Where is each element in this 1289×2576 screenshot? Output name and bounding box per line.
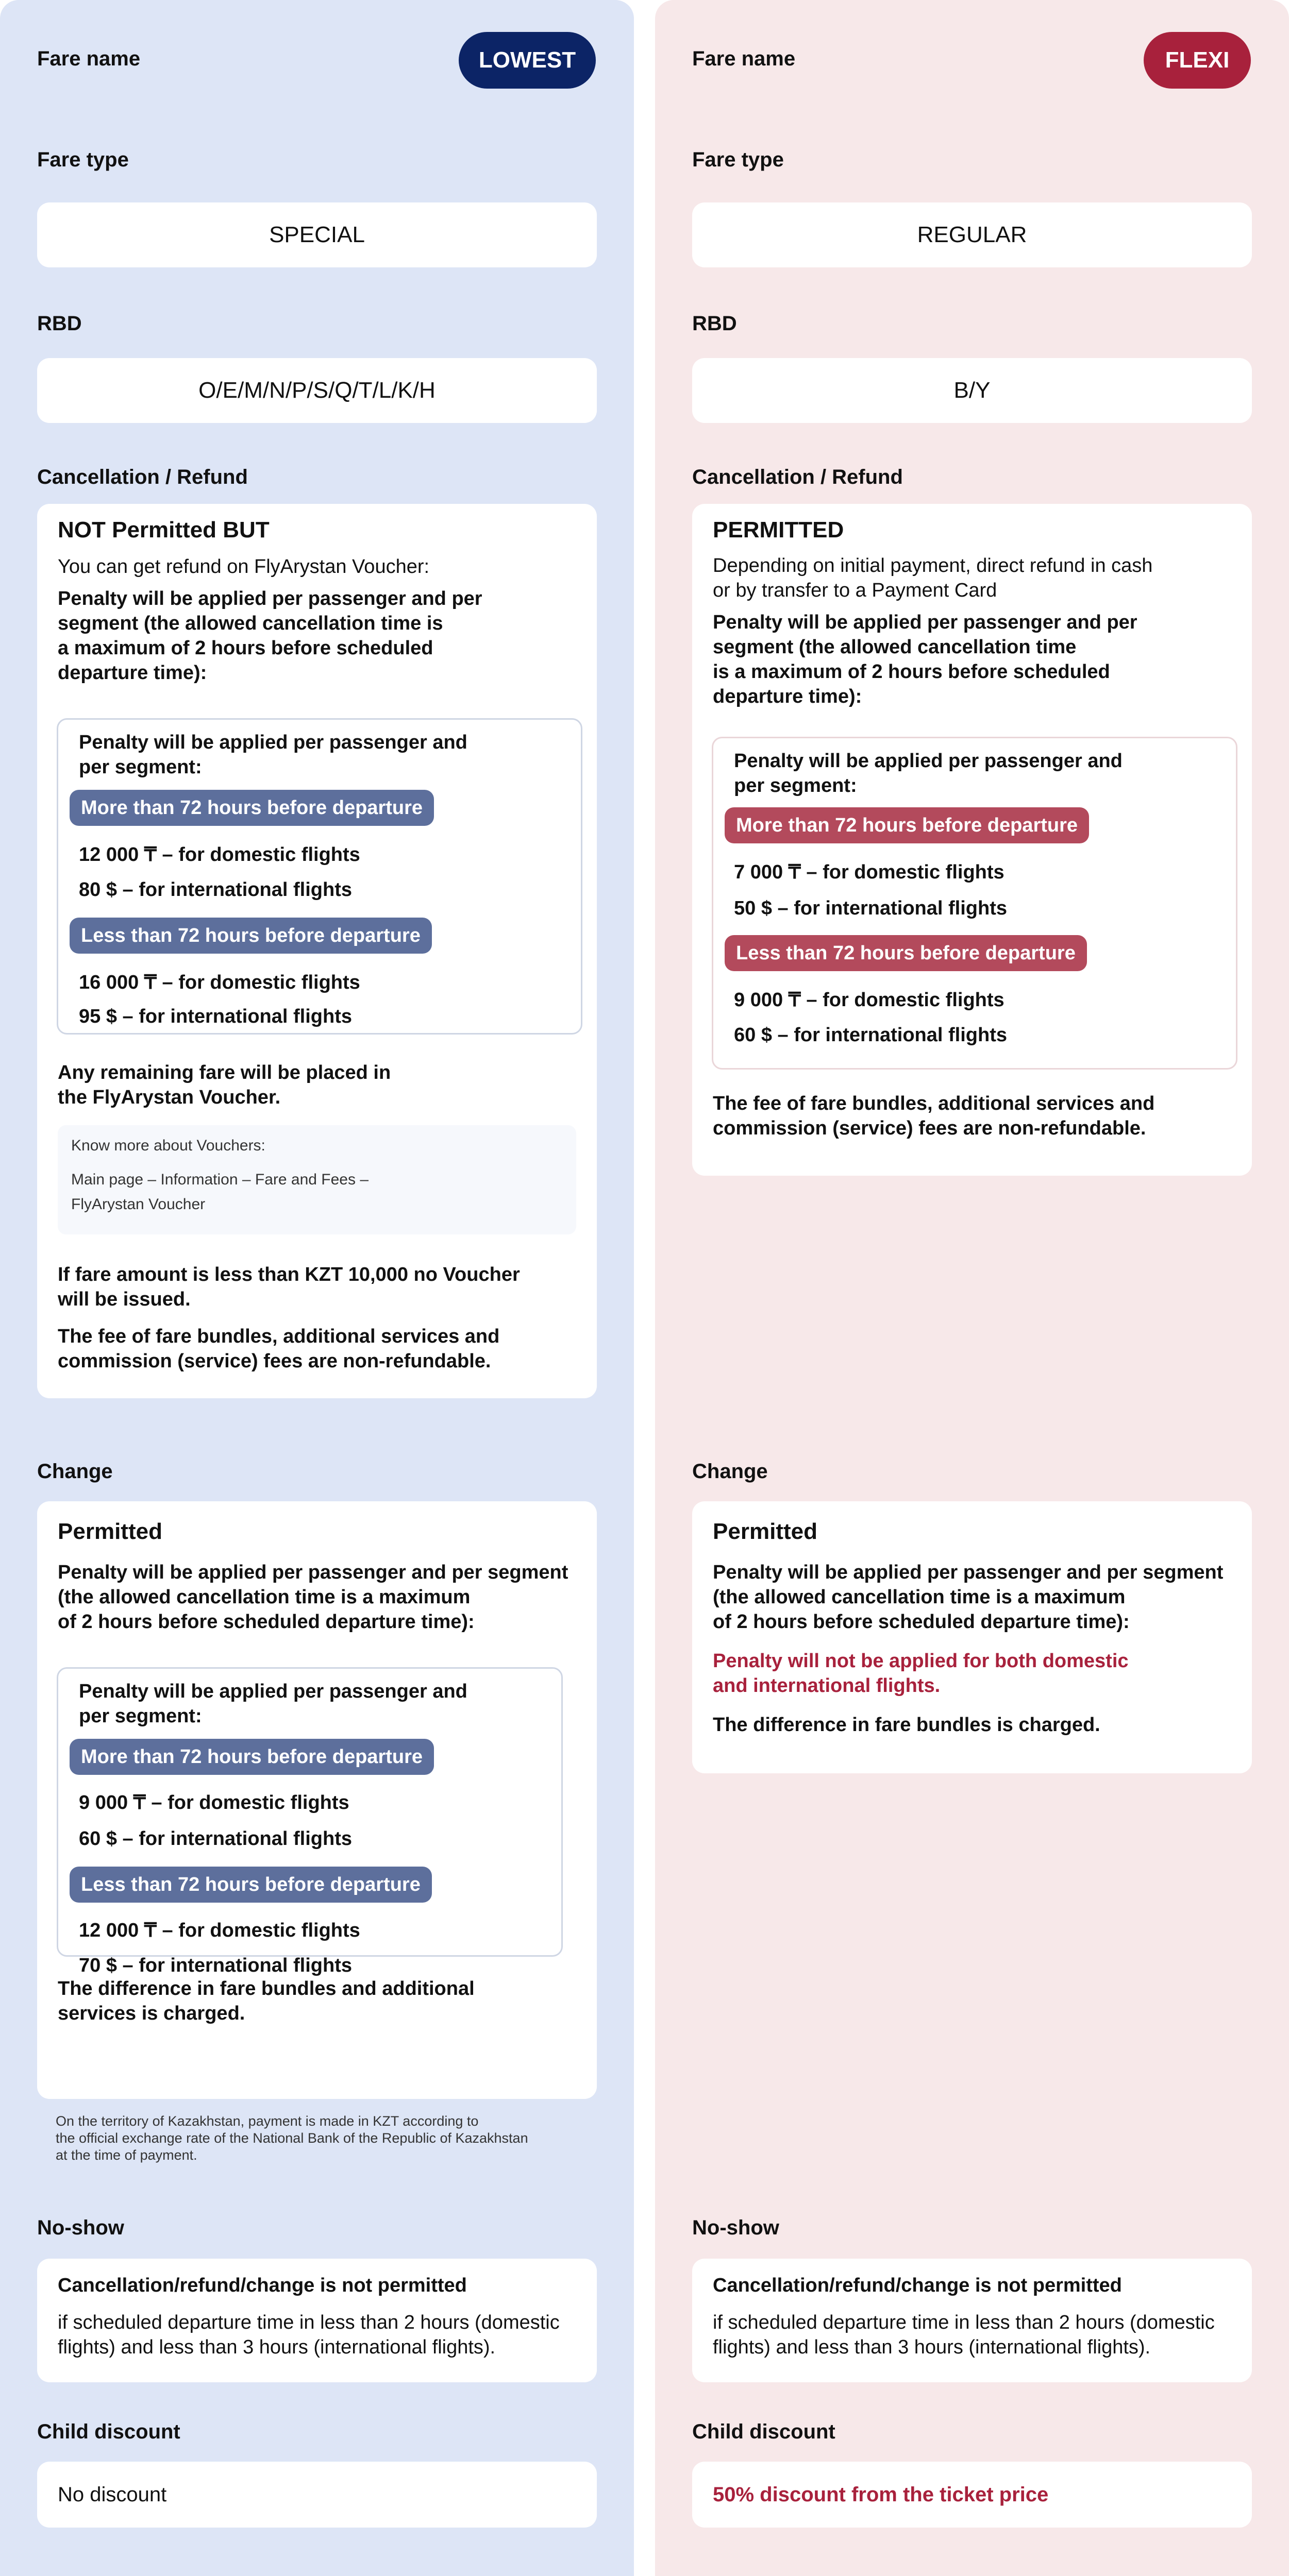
voucher-remaining-text: Any remaining fare will be placed in xyxy=(58,1062,391,1083)
no-show-title: Cancellation/refund/change is not permitted xyxy=(713,2275,1122,2296)
penalty-text-line: Penalty will be applied per passenger and per xyxy=(58,588,482,609)
penalty-text-line: segment (the allowed cancellation time xyxy=(713,636,1077,658)
more-than-72h-badge: More than 72 hours before departure xyxy=(70,790,434,826)
fee-international: 95 $ – for international flights xyxy=(79,1006,352,1027)
change-card xyxy=(692,1501,1252,1773)
fee-international: 80 $ – for international flights xyxy=(79,879,352,901)
change-difference-text: services is charged. xyxy=(58,2003,245,2024)
child-discount-label: Child discount xyxy=(37,2420,180,2443)
child-discount-label: Child discount xyxy=(692,2420,835,2443)
flexi-fare-badge: FLEXI xyxy=(1144,32,1251,89)
fee-domestic: 16 000 ₸ – for domestic flights xyxy=(79,972,360,993)
no-show-title: Cancellation/refund/change is not permitted xyxy=(58,2275,467,2296)
voucher-remaining-text: the FlyArystan Voucher. xyxy=(58,1087,281,1108)
fee-domestic: 9 000 ₸ – for domestic flights xyxy=(734,989,1005,1011)
penalty-text-line: departure time): xyxy=(713,686,862,707)
non-refundable-text: commission (service) fees are non-refundable. xyxy=(58,1350,491,1372)
no-show-text: flights) and less than 3 hours (international flights). xyxy=(58,2336,496,2358)
penalty-text-line: Penalty will be applied per passenger and per xyxy=(713,612,1137,633)
no-show-text: if scheduled departure time in less than 2 hours (domestic xyxy=(58,2312,560,2333)
voucher-note-path[interactable]: FlyArystan Voucher xyxy=(71,1196,206,1213)
cancellation-card xyxy=(37,504,597,1398)
no-show-label: No-show xyxy=(692,2216,779,2239)
no-show-text: flights) and less than 3 hours (international flights). xyxy=(713,2336,1151,2358)
refund-method-text: or by transfer to a Payment Card xyxy=(713,580,997,601)
kzt-payment-footnote: On the territory of Kazakhstan, payment is made in KZT according to xyxy=(56,2113,479,2129)
fee-domestic: 12 000 ₸ – for domestic flights xyxy=(79,1920,360,1941)
penalty-text-line: segment (the allowed cancellation time is xyxy=(58,613,443,634)
rbd-value: B/Y xyxy=(692,358,1252,423)
more-than-72h-badge: More than 72 hours before departure xyxy=(70,1739,434,1775)
more-than-72h-badge: More than 72 hours before departure xyxy=(725,807,1089,843)
no-show-text: if scheduled departure time in less than 2 hours (domestic xyxy=(713,2312,1215,2333)
lowest-fare-badge: LOWEST xyxy=(459,32,596,89)
no-show-card xyxy=(692,2259,1252,2382)
penalty-box xyxy=(712,737,1237,1070)
change-penalty-line: Penalty will be applied per passenger and per segment xyxy=(713,1562,1224,1583)
fee-international: 60 $ – for international flights xyxy=(79,1828,352,1850)
kzt-payment-footnote: at the time of payment. xyxy=(56,2147,197,2163)
non-refundable-text: The fee of fare bundles, additional services and xyxy=(713,1093,1155,1114)
rbd-label: RBD xyxy=(692,312,737,335)
change-card xyxy=(37,1501,597,2099)
change-title: Permitted xyxy=(713,1519,817,1544)
change-difference-text: The difference in fare bundles and additional xyxy=(58,1978,475,1999)
fee-domestic: 9 000 ₸ – for domestic flights xyxy=(79,1792,349,1814)
fee-international: 70 $ – for international flights xyxy=(79,1955,352,1976)
no-show-card xyxy=(37,2259,597,2382)
change-label: Change xyxy=(692,1460,768,1483)
fare-type-label: Fare type xyxy=(37,148,129,171)
no-show-label: No-show xyxy=(37,2216,124,2239)
refund-method-text: Depending on initial payment, direct refund in cash xyxy=(713,555,1153,577)
voucher-minimum-text: will be issued. xyxy=(58,1289,191,1310)
penalty-box-line: per segment: xyxy=(79,1705,202,1727)
penalty-box-line: Penalty will be applied per passenger and xyxy=(79,1681,467,1702)
rbd-label: RBD xyxy=(37,312,82,335)
fee-international: 60 $ – for international flights xyxy=(734,1024,1007,1046)
fare-name-label: Fare name xyxy=(692,47,796,70)
voucher-minimum-text: If fare amount is less than KZT 10,000 no Voucher xyxy=(58,1264,520,1285)
fare-type-label: Fare type xyxy=(692,148,784,171)
penalty-box xyxy=(57,718,582,1035)
cancellation-label: Cancellation / Refund xyxy=(37,466,248,488)
kzt-payment-footnote: the official exchange rate of the National Bank of the Republic of Kazakhstan xyxy=(56,2130,528,2146)
fee-domestic: 12 000 ₸ – for domestic flights xyxy=(79,844,360,866)
change-label: Change xyxy=(37,1460,113,1483)
non-refundable-text: The fee of fare bundles, additional services and xyxy=(58,1326,500,1347)
fare-type-value: SPECIAL xyxy=(37,202,597,267)
change-penalty-line: Penalty will be applied per passenger and per segment xyxy=(58,1562,568,1583)
no-penalty-text: Penalty will not be applied for both domestic xyxy=(713,1650,1129,1672)
penalty-text-line: a maximum of 2 hours before scheduled xyxy=(58,637,433,659)
cancellation-title: NOT Permitted BUT xyxy=(58,517,270,543)
penalty-text-line: is a maximum of 2 hours before scheduled xyxy=(713,661,1110,683)
fee-domestic: 7 000 ₸ – for domestic flights xyxy=(734,861,1005,883)
penalty-box-line: Penalty will be applied per passenger and xyxy=(734,750,1123,772)
child-discount-value: 50% discount from the ticket price xyxy=(692,2462,1252,2528)
change-title: Permitted xyxy=(58,1519,162,1544)
change-penalty-line: (the allowed cancellation time is a maximum xyxy=(713,1586,1126,1608)
cancellation-label: Cancellation / Refund xyxy=(692,466,903,488)
penalty-box-line: Penalty will be applied per passenger and xyxy=(79,732,467,753)
penalty-box-line: per segment: xyxy=(79,756,202,778)
voucher-note-heading: Know more about Vouchers: xyxy=(71,1137,265,1154)
cancellation-subtitle: You can get refund on FlyArystan Voucher: xyxy=(58,556,430,578)
cancellation-card xyxy=(692,504,1252,1176)
change-penalty-line: of 2 hours before scheduled departure time): xyxy=(58,1611,475,1633)
no-penalty-text: and international flights. xyxy=(713,1675,941,1697)
change-penalty-line: of 2 hours before scheduled departure time): xyxy=(713,1611,1130,1633)
voucher-note-path[interactable]: Main page – Information – Fare and Fees – xyxy=(71,1171,369,1188)
non-refundable-text: commission (service) fees are non-refundable. xyxy=(713,1117,1146,1139)
lowest-fare-column xyxy=(0,0,634,2576)
less-than-72h-badge: Less than 72 hours before departure xyxy=(70,918,432,954)
fare-type-value: REGULAR xyxy=(692,202,1252,267)
less-than-72h-badge: Less than 72 hours before departure xyxy=(70,1867,432,1903)
cancellation-title: PERMITTED xyxy=(713,517,844,543)
voucher-info-note xyxy=(58,1125,576,1234)
less-than-72h-badge: Less than 72 hours before departure xyxy=(725,935,1087,971)
penalty-text-line: departure time): xyxy=(58,662,207,684)
change-penalty-line: (the allowed cancellation time is a maximum xyxy=(58,1586,471,1608)
fare-name-label: Fare name xyxy=(37,47,141,70)
rbd-value: O/E/M/N/P/S/Q/T/L/K/H xyxy=(37,358,597,423)
flexi-fare-column xyxy=(655,0,1289,2576)
fee-international: 50 $ – for international flights xyxy=(734,897,1007,919)
penalty-box-line: per segment: xyxy=(734,775,857,796)
child-discount-value: No discount xyxy=(37,2462,597,2528)
change-difference-text: The difference in fare bundles is charged. xyxy=(713,1714,1100,1736)
change-penalty-box xyxy=(57,1667,563,1976)
